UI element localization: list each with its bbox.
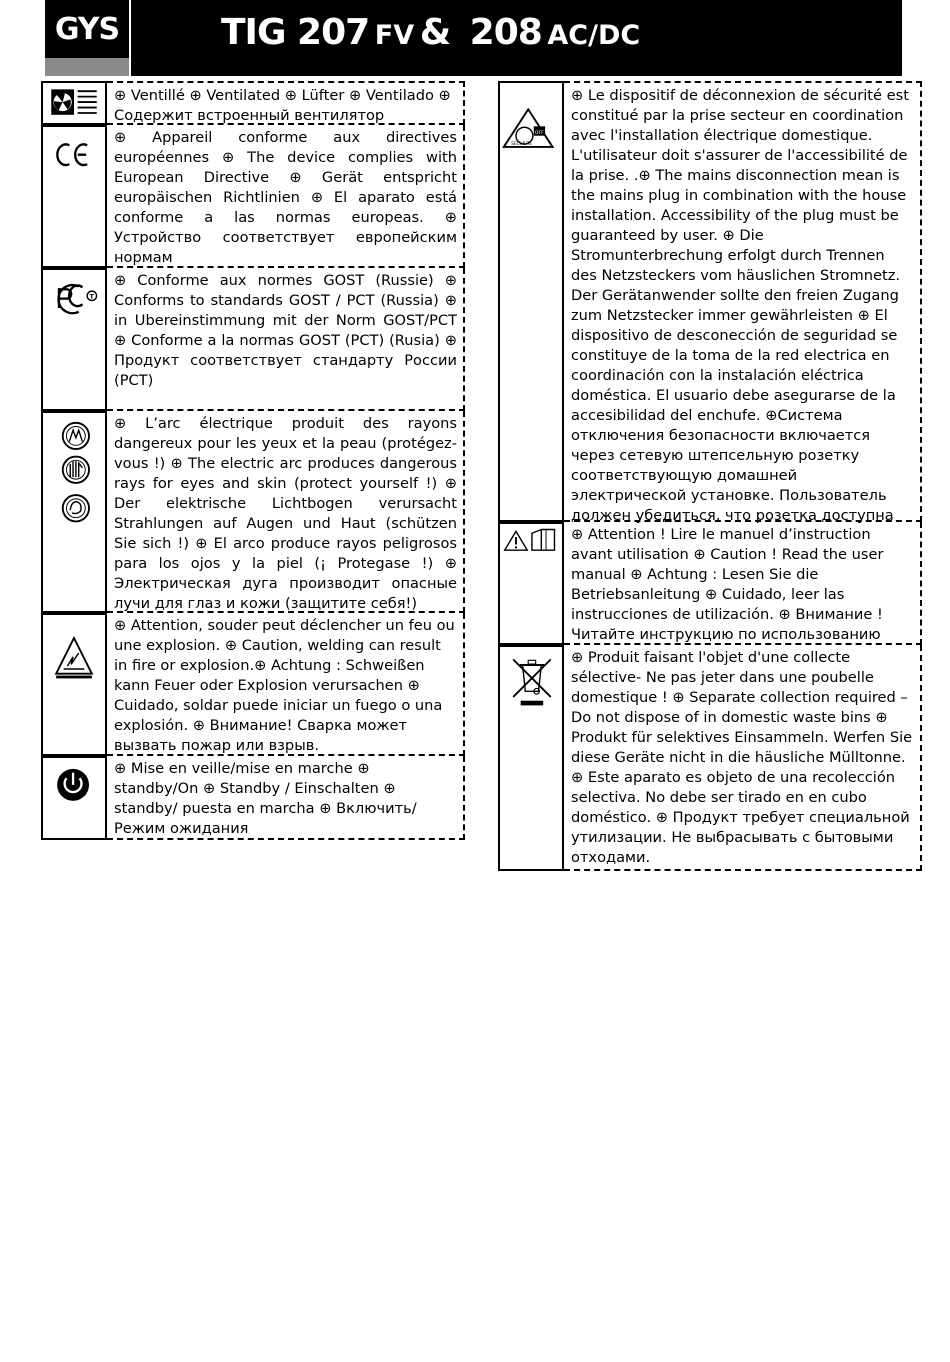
read-manual-warning-icon [500,524,562,643]
title-acdc: AC/DC [547,20,641,51]
title-fv: FV [374,20,415,51]
title-208: 208 [469,12,542,53]
gys-logo: GYS [54,12,120,47]
title-amp: & [419,12,451,53]
symbol-description: ⊕ L’arc électrique produit des rayons dangereux pour les yeux et la peau (protégez-vous !) ⊕ The electric arc produces dangerous rays for eyes and skin (protect yourself !) ⊕ Der elektrische Lichtbogen verursacht Strahlungen auf Augen und Haut (schützen Sie sich !) ⊕ El arco produce rayos peligrosos para los ojos y la piel (¡ Protegase !) ⊕ Электрическая дуга производит опасные лучи для глаз и кожи (защитите себя!) [107,411,465,613]
symbol-description: ⊕ Produit faisant l'objet d'une collecte sélective- Ne pas jeter dans une poubelle domestique ! ⊕ Separate collection required – Do not dispose of in domestic waste bins ⊕ Produkt für selektives Einsammeln. Werfen Sie diese Geräte nicht in die häusliche Mülltonne. ⊕ Este aparato es objeto de una recolección selectiva. No debe ser tirado en en cubo doméstico. ⊕ Продукт требует специальной утилизации. Не выбрасывать с бытовыми отходами. [564,645,922,871]
symbol-cell [41,411,107,613]
svg-text:OFF: OFF [534,130,544,136]
symbol-description: ⊕ Mise en veille/mise en marche ⊕ standby/On ⊕ Standby / Einschalten ⊕ standby/ puesta en marcha ⊕ Включить/Режим ожидания [107,756,465,840]
symbol-description: ⊕ Le dispositif de déconnexion de sécurité est constitué par la prise secteur en coordination avec l'installation électrique domestique. L'utilisateur doit s'assurer de l'accessibilité de la prise. .⊕ The mains disconnection mean is the mains plug in combination with the house installation. Accessibility of the plug must be guaranteed by user. ⊕ Die Stromunterbrechung erfolgt durch Trennen des Netzsteckers vom häuslichen Stromnetz. Der Gerätanwender sollte den freien Zugang zum Netzstecker immer gewährleisten ⊕ El dispositivo de desconección de seguridad se constituye de la toma de la red electrica en coordinación con la instalación eléctrica doméstica. El usuario debe asegurarse de la accesibilidad del enchufe. ⊕Система отключения безопасности включается через сетевую штепсельную розетку соответствующую домашней электрической установке. Пользователь должен убедиться, что розетка доступна [564,81,922,522]
symbol-description: ⊕ Appareil conforme aux directives européennes ⊕ The device complies with European Directive ⊕ Gerät entspricht europäischen Richtlinien ⊕ El aparato está conforme a las normas europeas. ⊕ Устройство соответствует европейским нормам [107,125,465,268]
title-tig: TIG 207 [221,12,370,53]
symbol-description: ⊕ Attention ! Lire le manuel d’instruction avant utilisation ⊕ Caution ! Read the user manual ⊕ Achtung : Lesen Sie die Betriebsanleitung ⊕ Cuidado, leer las instrucciones de utilización. ⊕ Внимание ! Читайте инструкцию по использованию [564,522,922,645]
symbol-cell [498,81,564,522]
symbol-description: ⊕ Conforme aux normes GOST (Russie) ⊕ Conforms to standards GOST / PCT (Russia) ⊕ in Ubereinstimmung mit der Norm GOST/PCT ⊕ Conforme a la normas GOST (PCT) (Rusia) ⊕ Продукт соответствует стандарту России (PCT) [107,268,465,411]
gost-pct-icon [43,270,105,409]
page-title [221,12,640,53]
symbol-cell [41,268,107,411]
power-button-icon [43,758,105,838]
symbol-description: ⊕ Attention, souder peut déclencher un feu ou une explosion. ⊕ Caution, welding can result in fire or explosion.⊕ Achtung : Schweißen kann Feuer oder Explosion verursachen ⊕ Cuidado, soldar puede iniciar un fuego o una explosión. ⊕ Внимание! Сварка может вызвать пожар или взрыв. [107,613,465,756]
symbol-cell [41,125,107,268]
crossed-bin-weee-icon [500,647,562,869]
ce-mark-icon [43,127,105,266]
symbol-cell [498,645,564,871]
fan-icon [43,83,105,123]
symbol-cell [41,613,107,756]
symbol-cell [41,756,107,840]
logo-grey-band [45,58,129,76]
fire-explosion-warning-icon [43,615,105,754]
protective-gear-icon [43,413,105,611]
symbol-cell [41,81,107,125]
svg-text:T: T [89,292,94,301]
mains-plug-security-icon [500,83,562,520]
symbol-cell [498,522,564,645]
svg-text:SECURITE: SECURITE [511,141,533,147]
symbol-description: ⊕ Ventillé ⊕ Ventilated ⊕ Lüfter ⊕ Ventilado ⊕ Содержит встроенный вентилятор [107,81,465,125]
